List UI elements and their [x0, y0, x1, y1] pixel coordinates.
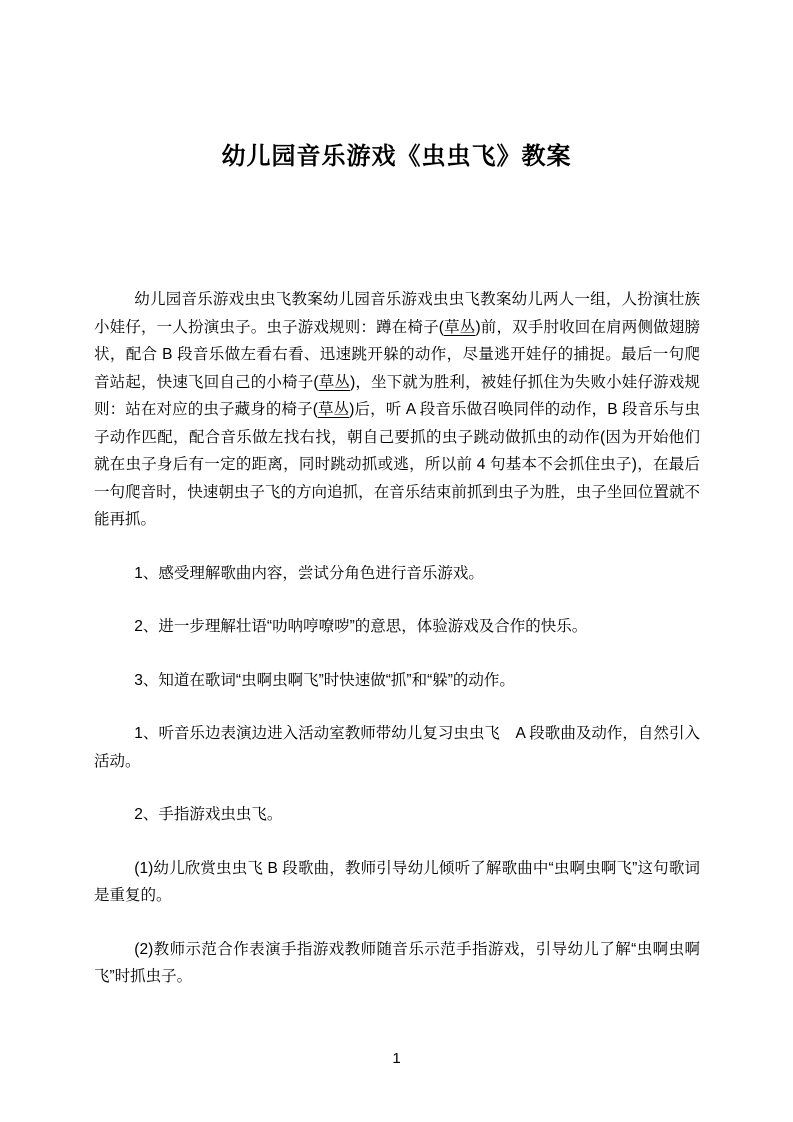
- underlined-text: 草丛: [317, 401, 350, 418]
- document-body: [0, 286, 793, 991]
- paragraph-step-1: [94, 720, 700, 775]
- document-title: 幼儿园音乐游戏《虫虫飞》教案: [221, 143, 572, 170]
- underlined-text: 草丛: [318, 373, 351, 391]
- text-segment: 1、感受理解歌曲内容，尝试分角色进行音乐游戏。: [134, 564, 484, 582]
- paragraph-step-2-1: [94, 855, 700, 910]
- page-number: 1: [392, 1050, 401, 1067]
- paragraph-goal-2: [94, 613, 700, 641]
- text-segment: (1)幼儿欣赏虫虫飞 B 段歌曲，教师引导幼儿倾听了解歌曲中“虫啊虫啊飞”这句歌词是重复的。: [94, 859, 700, 904]
- text-segment: )前，双手肘收回在肩两侧做翅膀状，配合 B 段音乐做左看右看、迅速跳开躲的动作，尽量逃开娃仔的捕捉。最后一句爬音站起，快速飞回自己的小椅子(: [94, 318, 700, 391]
- paragraph-goal-1: [94, 560, 700, 588]
- paragraph-goal-3: [94, 667, 700, 695]
- paragraphs-container: [94, 286, 700, 991]
- underlined-text: 草丛: [443, 318, 476, 336]
- text-segment: )后，听 A 段音乐做召唤同伴的动作，B 段音乐与虫子动作匹配，配合音乐做左找右找，朝自己要抓的虫子跳动做抓虫的动作(因为开始他们就在虫子身后有一定的距离，同时跳动抓或逃，所以前 4 句基本不会抓住虫子)，在最后一句爬音时，快速朝虫子飞的方向追抓，在音乐结束前抓到虫子为胜，虫子坐回位置就不能再抓。: [94, 401, 700, 528]
- text-segment: (2)教师示范合作表演手指游戏教师随音乐示范手指游戏，引导幼儿了解“虫啊虫啊飞”时抓虫子。: [94, 940, 700, 985]
- text-segment: 2、进一步理解壮语“叻呐哼嘹哕”的意思，体验游戏及合作的快乐。: [134, 618, 588, 635]
- text-segment: 幼儿园音乐游戏虫虫飞教案幼儿园音乐游戏虫虫飞教案幼儿两人一组，人扮演壮族小娃仔，一人扮演虫子。虫子游戏规则：蹲在椅子(: [94, 291, 700, 336]
- paragraph-step-2-2: [94, 936, 700, 991]
- text-segment: 3、知道在歌词“虫啊虫啊飞”时快速做“抓”和“躲”的动作。: [134, 671, 515, 689]
- text-segment: 1、听音乐边表演边进入活动室教师带幼儿复习虫虫飞 A 段歌曲及动作，自然引入活动。: [94, 725, 700, 770]
- text-segment: 2、手指游戏虫虫飞。: [134, 806, 283, 823]
- paragraph-step-2: [94, 801, 700, 829]
- text-segment: )，坐下就为胜利，被娃仔抓住为失败小娃仔游戏规则：站在对应的虫子藏身的椅子(: [94, 373, 700, 418]
- paragraph-overview: [94, 286, 700, 534]
